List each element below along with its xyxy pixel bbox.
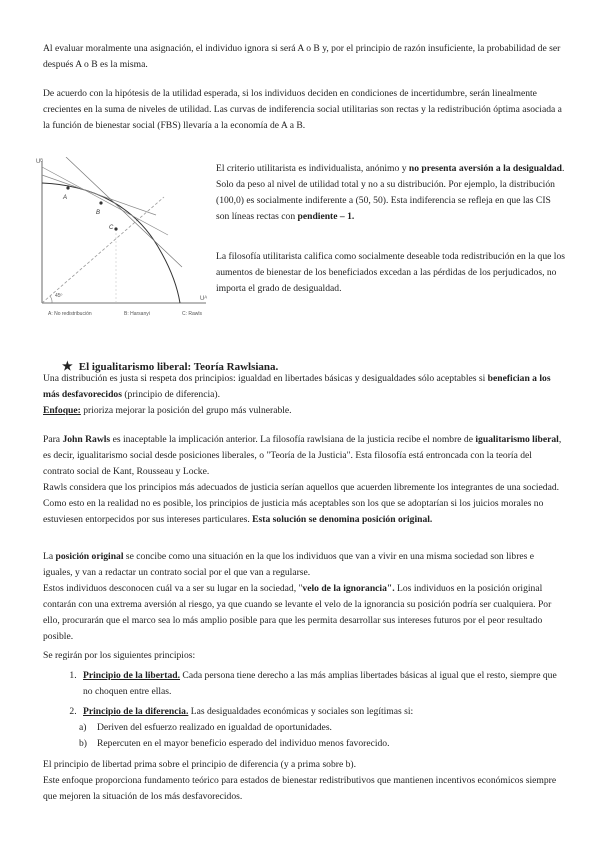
x-axis-label: Uᴬ [200, 296, 208, 302]
section-heading: ★ El igualitarismo liberal: Teoría Rawlsiana. [62, 359, 279, 373]
principles-section [43, 648, 563, 752]
point-b-label: B [96, 210, 101, 216]
point-b [99, 201, 102, 204]
legend-b: B: Harsanyi [124, 311, 150, 317]
sublist-item-b: b) Repercuten en el mayor beneficio esperado del individuo menos favorecido. [79, 738, 390, 749]
indifference-line-b [42, 167, 168, 235]
point-a-label: A [63, 195, 68, 201]
principles-intro: Se regirán por los siguientes principios: [43, 650, 196, 661]
y-axis-label: Uᴮ [36, 159, 43, 165]
paragraph-utilitarian-criterion: El criterio utilitarista es individualista, anónimo y no presenta aversión a la desigualdad. Solo da peso al nivel de utilidad total y no a su distribución. Por ejemplo, la distribución (100,0) es socialmente indiferente a (50, 50). Esta indiferencia se refleja en que las CIS son líneas rectas con pendiente – 1. [216, 163, 565, 222]
principles-list [43, 668, 563, 720]
legend-c: C: Rawls [182, 311, 203, 317]
paragraph-fair-distribution: Una distribución es justa si respeta dos principios: igualdad en libertades básicas y desigualdades sólo aceptables si benefician a los más desfavorecidos (principio de diferencia). Enfoque: prioriza mejorar la posición del grupo más vulnerable. [43, 373, 551, 416]
angle-label: 45º [55, 293, 63, 299]
difference-sublist [43, 720, 563, 752]
paragraph-conclusion: El principio de libertad prima sobre el principio de diferencia (y a prima sobre b). Este enfoque proporciona fundamento teórico para estados de bienestar redistributivos que mantienen incentivos económicos siempre que mejoren la situación de los más desfavorecidos. [43, 759, 557, 802]
paragraph-rawls: Para John Rawls es inaceptable la implicación anterior. La filosofía rawlsiana de la justicia recibe el nombre de igualitarismo liberal, es decir, igualitarismo social desde posiciones liberales, o "Teoría de la Justicia". Esta filosofía está entroncada con la teoría del contrato social de Kant, Rousseau y Locke. Rawls considera que los principios más adecuados de justicia serían aquellos que acuerden libremente los integrantes de una sociedad. Como esto en la realidad no es posible, los principios de justicia más aceptables son los que se adoptarían si los juicios morales no estuviesen entorpecidos por sus intereses particulares. Esta solución se denomina posición original. [43, 434, 562, 525]
sublist-item-a: a) Deriven del esfuerzo realizado en igualdad de oportunidades. [79, 722, 332, 733]
paragraph-expected-utility: De acuerdo con la hipótesis de la utilidad esperada, si los individuos deciden en condiciones de incertidumbre, serán linealmente crecientes en la suma de niveles de utilidad. Las curvas de indiferencia social utilitarias son rectas y la redistribución óptima asociada a la función de bienestar social (FBS) llevaría a la economía de A a B. [43, 88, 562, 131]
legend-a: A: No redistribución [48, 311, 92, 317]
star-bullet-icon: ★ [62, 359, 73, 373]
point-c-label: C [109, 225, 114, 231]
tangent-line [66, 157, 182, 267]
arc-45-marker [50, 296, 52, 303]
enfoque-label: Enfoque: [43, 405, 81, 416]
point-c [114, 227, 117, 230]
indifference-line-a [42, 175, 156, 215]
point-a [66, 186, 69, 189]
paragraph-original-position: La posición original se concibe como una situación en la que los individuos que van a vivir en una misma sociedad son libres e iguales, y van a redactar un contrato social por el que van a regularse. Estos individuos desconocen cuál va a ser su lugar en la sociedad, "velo de la ignorancia". Los individuos en la posición original contarán con una extrema aversión al riesgo, ya que cuando se levante el velo de la ignorancia su posición podría ser cualquiera. Por ello, procurarán que el marco sea lo más amplio posible para que les permita desarrollar sus intereses futuros por el peor resultado posible. [43, 551, 552, 642]
45-degree-line [42, 197, 164, 303]
list-item-difference: 2. Principio de la diferencia. Las desigualdades económicas y sociales son legítimas si: [79, 704, 563, 720]
paragraph-random-assignment: Al evaluar moralmente una asignación, el individuo ignora si será A o B y, por el principio de razón insuficiente, la probabilidad de ser después A o B es la misma. [43, 43, 561, 70]
utility-possibility-figure [36, 157, 216, 322]
list-item-liberty: 1. Principio de la libertad. Cada persona tiene derecho a las más amplias libertades básicas al igual que el resto, siempre que no choquen entre ellas. [79, 668, 563, 700]
paragraph-utilitarian-philosophy: La filosofía utilitarista califica como socialmente deseable toda redistribución en la que los aumentos de bienestar de los beneficiados excedan a las pérdidas de los perjudicados, no importa el grado de desigualdad. [216, 251, 565, 294]
